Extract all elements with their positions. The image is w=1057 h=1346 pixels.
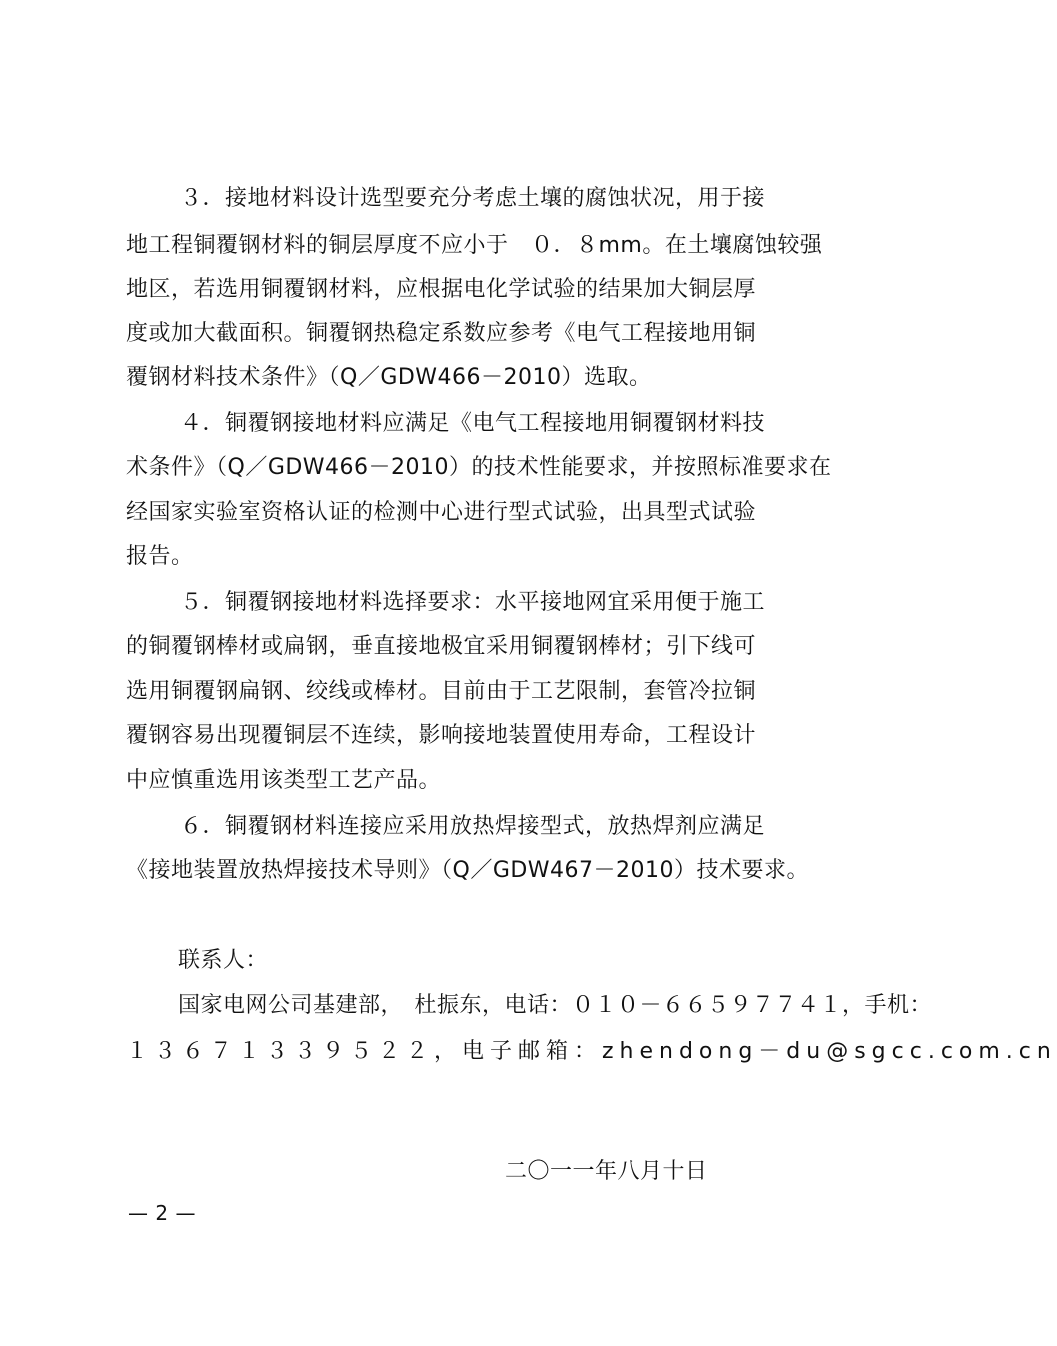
paragraph-5-line-1: ５．铜覆钢接地材料选择要求：水平接地网宜采用便于施工 (180, 590, 766, 615)
paragraph-3-line-3: 地区，若选用铜覆钢材料，应根据电化学试验的结果加大铜层厚 (126, 277, 757, 302)
contact-line-1: 国家电网公司基建部， 杜振东，电话：０１０－６６５９７７４１，手机： (178, 993, 933, 1018)
paragraph-6-line-1: ６．铜覆钢材料连接应采用放热焊接型式，放热焊剂应满足 (180, 814, 766, 839)
page-number: — 2 — (128, 1201, 196, 1225)
paragraph-3-line-5: 覆钢材料技术条件》（Q／GDW466－2010）选取。 (126, 365, 652, 390)
paragraph-3-line-1: ３．接地材料设计选型要充分考虑土壤的腐蚀状况，用于接 (180, 186, 766, 211)
paragraph-4-line-3: 经国家实验室资格认证的检测中心进行型式试验，出具型式试验 (126, 500, 757, 525)
paragraph-4-line-2: 术条件》（Q／GDW466－2010）的技术性能要求，并按照标准要求在 (126, 455, 832, 480)
paragraph-3-line-4: 度或加大截面积。铜覆钢热稳定系数应参考《电气工程接地用铜 (126, 321, 757, 346)
paragraph-3-line-2: 地工程铜覆钢材料的铜层厚度不应小于 ０．８mm。在土壤腐蚀较强 (126, 233, 823, 258)
paragraph-4-line-4: 报告。 (126, 544, 194, 569)
contact-line-2: １３６７１３３９５２２，电子邮箱：zhendong－du@sgcc.com.cn (126, 1039, 1057, 1064)
paragraph-6-line-2: 《接地装置放热焊接技术导则》（Q／GDW467－2010）技术要求。 (126, 858, 810, 883)
signature-date: 二〇一一年八月十日 (505, 1159, 708, 1184)
contact-label: 联系人： (178, 948, 269, 973)
paragraph-5-line-3: 选用铜覆钢扁钢、绞线或棒材。目前由于工艺限制，套管冷拉铜 (126, 679, 757, 704)
paragraph-4-line-1: ４．铜覆钢接地材料应满足《电气工程接地用铜覆钢材料技 (180, 411, 766, 436)
paragraph-5-line-4: 覆钢容易出现覆铜层不连续，影响接地装置使用寿命，工程设计 (126, 723, 757, 748)
paragraph-5-line-5: 中应慎重选用该类型工艺产品。 (126, 768, 442, 793)
paragraph-5-line-2: 的铜覆钢棒材或扁钢，垂直接地极宜采用铜覆钢棒材；引下线可 (126, 634, 757, 659)
